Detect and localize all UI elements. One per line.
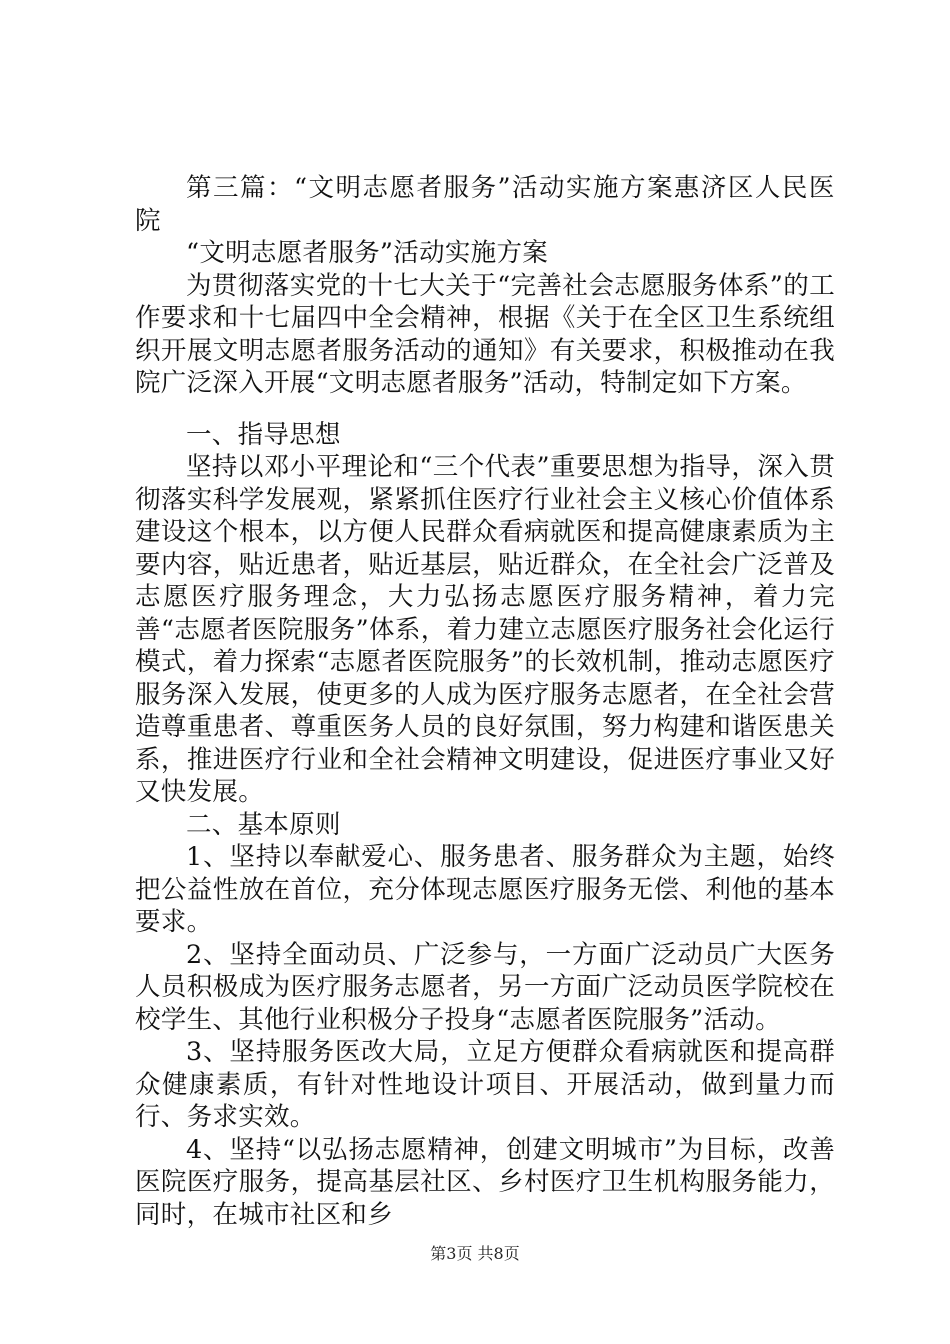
paragraph-principle-3: 3、坚持服务医改大局，立足方便群众看病就医和提高群众健康素质，有针对性地设计项目、开展活动，做到量力而行、务求实效。: [135, 1037, 835, 1132]
paragraph-intro: 为贯彻落实党的十七大关于“完善社会志愿服务体系”的工作要求和十七届四中全会精神，根据《关于在全区卫生系统组织开展文明志愿者服务活动的通知》有关要求，积极推动在我院广泛深入开展“文明志愿者服务”活动，特制定如下方案。: [135, 270, 835, 398]
document-body: [135, 172, 835, 1231]
paragraph-guiding-thought: 坚持以邓小平理论和“三个代表”重要思想为指导，深入贯彻落实科学发展观，紧紧抓住医疗行业社会主义核心价值体系建设这个根本，以方便人民群众看病就医和提高健康素质为主要内容，贴近患者，贴近基层，贴近群众，在全社会广泛普及志愿医疗服务理念，大力弘扬志愿医疗服务精神，着力完善“志愿者医院服务”体系，着力建立志愿医疗服务社会化运行模式，着力探索“志愿者医院服务”的长效机制，推动志愿医疗服务深入发展，使更多的人成为医疗服务志愿者，在全社会营造尊重患者、尊重医务人员的良好氛围，努力构建和谐医患关系，推进医疗行业和全社会精神文明建设，促进医疗事业又好又快发展。: [135, 452, 835, 807]
paragraph-principle-4: 4、坚持“以弘扬志愿精神，创建文明城市”为目标，改善医院医疗服务，提高基层社区、乡村医疗卫生机构服务能力，同时，在城市社区和乡: [135, 1134, 835, 1230]
section-heading-basic-principles: 二、基本原则: [186, 809, 341, 840]
page-footer: [0, 1244, 950, 1264]
document-subtitle: “文明志愿者服务”活动实施方案: [186, 238, 549, 268]
paragraph-principle-1: 1、坚持以奉献爱心、服务患者、服务群众为主题，始终把公益性放在首位，充分体现志愿医疗服务无偿、利他的基本要求。: [135, 842, 835, 937]
document-title: 第三篇：“文明志愿者服务”活动实施方案惠济区人民医院: [135, 173, 835, 236]
paragraph-principle-2: 2、坚持全面动员、广泛参与，一方面广泛动员广大医务人员积极成为医疗服务志愿者，另一方面广泛动员医学院校在校学生、其他行业积极分子投身“志愿者医院服务”活动。: [135, 939, 835, 1035]
page-number-indicator: 第3页 共8页: [430, 1244, 520, 1263]
section-heading-guiding-thought: 一、指导思想: [186, 419, 341, 450]
